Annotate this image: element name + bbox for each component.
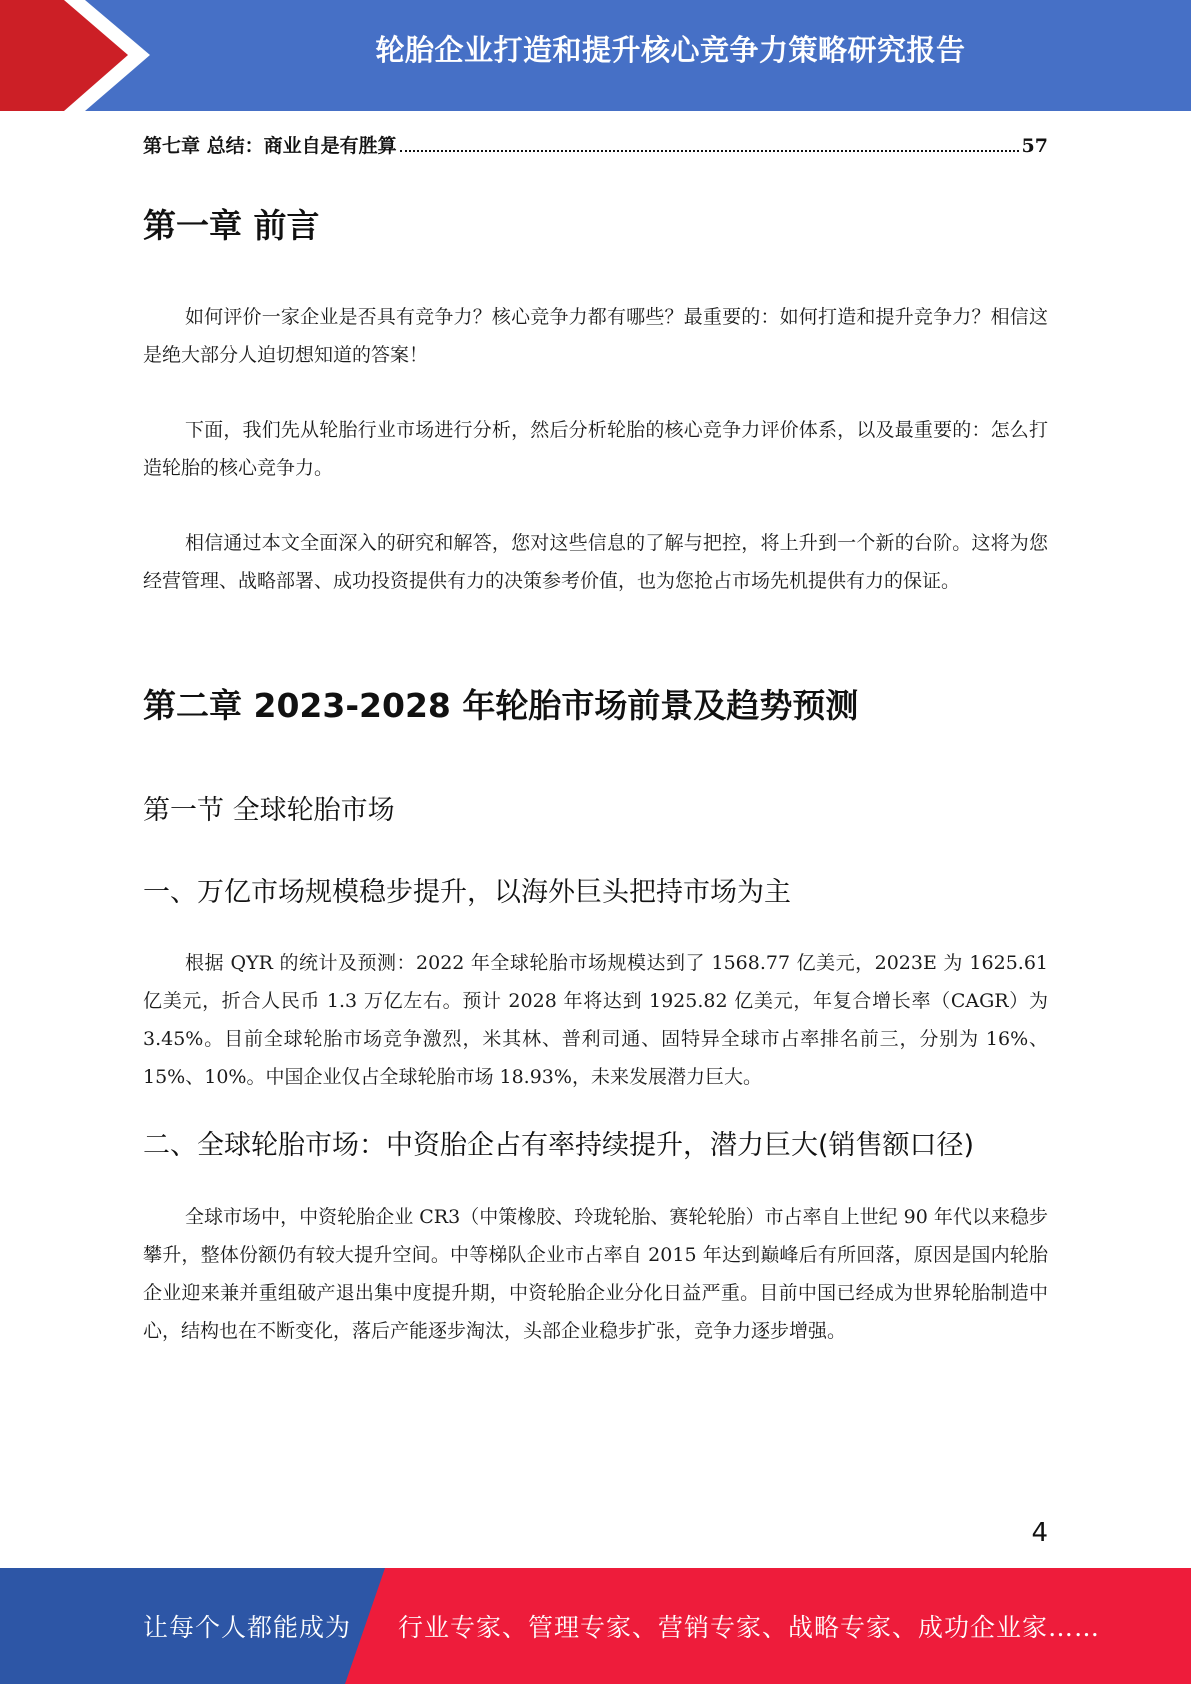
report-title: 轮胎企业打造和提升核心竞争力策略研究报告	[375, 33, 966, 67]
footer-slogan-left: 让每个人都能成为	[143, 1613, 352, 1642]
subsection-2-paragraph: 全球市场中，中资轮胎企业 CR3（中策橡胶、玲珑轮胎、赛轮轮胎）市占率自上世纪 90 年代以来稳步攀升，整体份额仍有较大提升空间。中等梯队企业市占率自 2015 年达到巅峰后有所回落，原因是国内轮胎企业迎来兼并重组破产退出集中度提升期，中资轮胎企业分化日益严重。目前中国已经成为世界轮胎制造中心，结构也在不断变化，落后产能逐步淘汰，头部企业稳步扩张，竞争力逐步增强。	[143, 1206, 1048, 1342]
footer-slogan-right: 行业专家、管理专家、营销专家、战略专家、成功企业家……	[398, 1613, 1101, 1642]
chapter-1-paragraph-3: 相信通过本文全面深入的研究和解答，您对这些信息的了解与把控，将上升到一个新的台阶。这将为您经营管理、战略部署、成功投资提供有力的决策参考价值，也为您抢占市场先机提供有力的保证。	[143, 532, 1048, 592]
chapter-1-paragraph-1: 如何评价一家企业是否具有竞争力？核心竞争力都有哪些？最重要的：如何打造和提升竞争力？相信这是绝大部分人迫切想知道的答案！	[143, 306, 1048, 366]
page-header	[0, 0, 1191, 111]
toc-entry[interactable]	[143, 131, 1048, 158]
subsection-1-paragraph: 根据 QYR 的统计及预测：2022 年全球轮胎市场规模达到了 1568.77 亿美元，2023E 为 1625.61 亿美元，折合人民币 1.3 万亿左右。预计 2028 年将达到 1925.82 亿美元，年复合增长率（CAGR）为 3.45%。目前全球轮胎市场竞争激烈，米其林、普利司通、固特异全球市占率排名前三，分别为 16%、15%、10%。中国企业仅占全球轮胎市场 18.93%，未来发展潜力巨大。	[143, 952, 1048, 1088]
chapter-1-title: 第一章 前言	[143, 206, 320, 245]
chapter-1-paragraph-2: 下面，我们先从轮胎行业市场进行分析，然后分析轮胎的核心竞争力评价体系，以及最重要的：怎么打造轮胎的核心竞争力。	[143, 419, 1048, 479]
section-1-title: 第一节 全球轮胎市场	[143, 795, 395, 826]
subsection-2-title: 二、全球轮胎市场：中资胎企占有率持续提升，潜力巨大(销售额口径)	[143, 1130, 975, 1161]
chapter-2-title: 第二章 2023-2028 年轮胎市场前景及趋势预测	[143, 686, 859, 725]
subsection-1-title: 一、万亿市场规模稳步提升，以海外巨头把持市场为主	[143, 877, 791, 908]
page-footer	[0, 1568, 1191, 1684]
page-number: 4	[1031, 1518, 1048, 1548]
chevron-arrow-icon	[0, 0, 150, 111]
toc-entry-label: 第七章 总结：商业自是有胜算	[143, 135, 397, 157]
toc-page-number: 57	[1021, 135, 1048, 157]
toc-leader-dots	[400, 150, 1019, 152]
